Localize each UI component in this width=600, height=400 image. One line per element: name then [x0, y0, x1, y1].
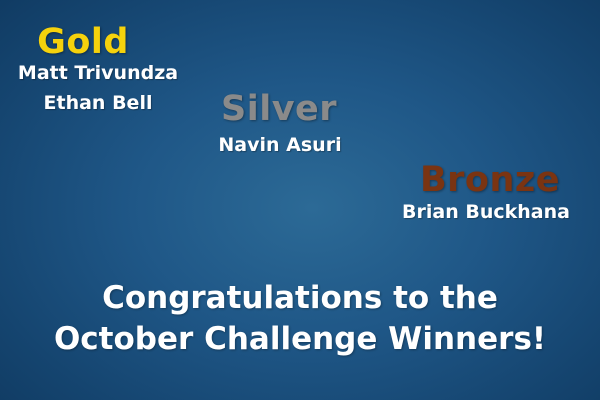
gold-label: Gold — [37, 22, 129, 62]
silver-label: Silver — [220, 89, 338, 129]
bronze-winner-name: Brian Buckhana — [402, 201, 570, 223]
bronze-label: Bronze — [419, 160, 561, 200]
headline-line-2: October Challenge Winners! — [53, 321, 547, 357]
gold-winner-name: Ethan Bell — [43, 92, 153, 114]
headline-line-1: Congratulations to the — [102, 280, 498, 316]
gold-winner-name: Matt Trivundza — [17, 62, 179, 84]
silver-winner-name: Navin Asuri — [218, 134, 342, 156]
